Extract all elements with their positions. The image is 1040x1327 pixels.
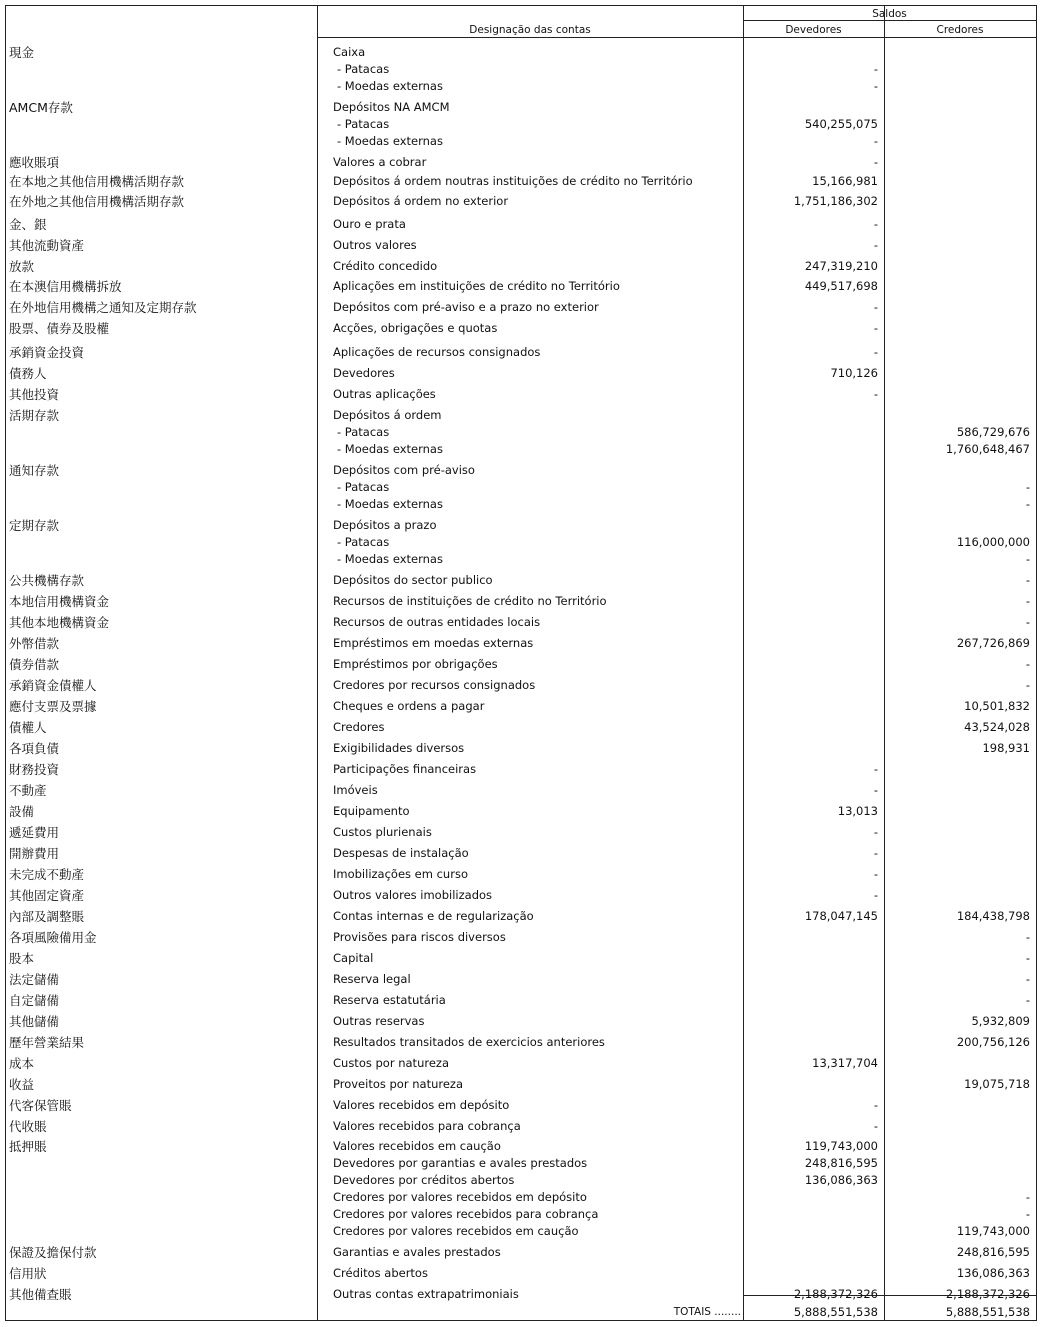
credores-value: -: [1025, 1207, 1030, 1221]
totals-label: TOTAIS ........: [673, 1306, 741, 1318]
devedores-value: 710,126: [830, 366, 878, 380]
account-name-zh: 債權人: [9, 720, 47, 735]
account-name-zh: 在本地之其他信用機構活期存款: [9, 174, 185, 189]
account-name-zh: 通知存款: [9, 463, 60, 478]
account-name-pt: Acções, obrigações e quotas: [333, 321, 498, 335]
account-name-pt: Contas internas e de regularização: [333, 909, 534, 923]
account-name-pt: Imobilizações em curso: [333, 867, 468, 881]
account-name-zh: 債務人: [9, 366, 47, 381]
account-name-pt: Outros valores imobilizados: [333, 888, 493, 902]
account-name-zh: 開辦費用: [9, 846, 60, 861]
account-name-pt: Aplicações em instituições de crédito no Território: [333, 279, 620, 293]
account-name-pt: - Patacas: [337, 62, 390, 76]
credores-value: 184,438,798: [956, 909, 1030, 923]
table-row: [6, 1155, 1036, 1172]
devedores-value: 248,816,595: [804, 1156, 878, 1170]
credores-value: 198,931: [982, 741, 1030, 755]
table-row: [6, 44, 1036, 61]
table-row: [6, 386, 1036, 403]
account-name-pt: Outras reservas: [333, 1014, 425, 1028]
header-bottom-rule: [317, 37, 1036, 38]
account-name-pt: Reserva estatutária: [333, 993, 446, 1007]
account-name-pt: Equipamento: [333, 804, 410, 818]
credores-value: -: [1025, 930, 1030, 944]
credores-value: -: [1025, 972, 1030, 986]
credores-value: -: [1025, 993, 1030, 1007]
table-row: [6, 424, 1036, 441]
table-row: [6, 133, 1036, 150]
credores-value: 1,760,648,467: [945, 442, 1030, 456]
account-name-zh: 未完成不動產: [9, 867, 85, 882]
account-name-pt: Despesas de instalação: [333, 846, 469, 860]
table-row: [6, 572, 1036, 589]
devedores-value: -: [873, 134, 878, 148]
devedores-value: 178,047,145: [804, 909, 878, 923]
devedores-value: 15,166,981: [812, 174, 878, 188]
account-name-pt: Valores recebidos para cobrança: [333, 1119, 521, 1133]
account-name-pt: Reserva legal: [333, 972, 411, 986]
devedores-value: 247,319,210: [804, 259, 878, 273]
table-row: [6, 344, 1036, 361]
table-row: [6, 116, 1036, 133]
balance-sheet-table: [5, 5, 1037, 1321]
account-name-pt: Créditos abertos: [333, 1266, 428, 1280]
devedores-value: 449,517,698: [804, 279, 878, 293]
devedores-value: 119,743,000: [804, 1139, 878, 1153]
table-row: [6, 1244, 1036, 1261]
table-row: [6, 517, 1036, 534]
account-name-pt: Recursos de outras entidades locais: [333, 615, 541, 629]
account-name-pt: Credores por valores recebidos em depósito: [333, 1190, 587, 1204]
table-row: [6, 1118, 1036, 1135]
account-name-pt: Valores recebidos em caução: [333, 1139, 501, 1153]
account-name-zh: 金、銀: [9, 217, 47, 232]
table-row: [6, 803, 1036, 820]
account-name-zh: 本地信用機構資金: [9, 594, 110, 609]
account-name-pt: Aplicações de recursos consignados: [333, 345, 541, 359]
credores-value: -: [1025, 951, 1030, 965]
account-name-zh: 活期存款: [9, 408, 60, 423]
table-row: [6, 173, 1036, 190]
account-name-pt: Depósitos a prazo: [333, 518, 437, 532]
devedores-value: 2,188,372,326: [793, 1287, 878, 1301]
table-row: [6, 1265, 1036, 1282]
account-name-zh: 代收賬: [9, 1119, 47, 1134]
account-name-zh: 定期存款: [9, 518, 60, 533]
account-name-zh: 抵押賬: [9, 1139, 47, 1154]
credores-value: -: [1025, 657, 1030, 671]
credores-value: 267,726,869: [956, 636, 1030, 650]
account-name-zh: 外幣借款: [9, 636, 60, 651]
account-name-zh: 各項風險備用金: [9, 930, 97, 945]
account-name-pt: Valores recebidos em depósito: [333, 1098, 510, 1112]
credores-value: 2,188,372,326: [945, 1287, 1030, 1301]
table-row: [6, 950, 1036, 967]
account-name-zh: 各項負債: [9, 741, 60, 756]
account-name-pt: Credores por recursos consignados: [333, 678, 536, 692]
account-name-pt: Garantias e avales prestados: [333, 1245, 501, 1259]
table-row: [6, 1138, 1036, 1155]
account-name-pt: Credores por valores recebidos em caução: [333, 1224, 579, 1238]
devedores-value: -: [873, 846, 878, 860]
table-row: [6, 154, 1036, 171]
account-name-pt: Devedores por garantias e avales prestados: [333, 1156, 588, 1170]
account-name-pt: Outros valores: [333, 238, 417, 252]
totals-devedores: 5,888,551,538: [793, 1305, 878, 1319]
account-name-zh: 其他投資: [9, 387, 60, 402]
table-row: [6, 61, 1036, 78]
devedores-value: -: [873, 217, 878, 231]
account-name-zh: 不動產: [9, 783, 47, 798]
credores-value: -: [1025, 615, 1030, 629]
account-name-zh: 承銷資金投資: [9, 345, 85, 360]
account-name-zh: 股票、債券及股權: [9, 321, 110, 336]
credores-value: -: [1025, 573, 1030, 587]
account-name-pt: - Patacas: [337, 425, 390, 439]
credores-value: 248,816,595: [956, 1245, 1030, 1259]
devedores-header: Devedores: [785, 24, 842, 36]
account-name-zh: 信用狀: [9, 1266, 47, 1281]
account-name-zh: 收益: [9, 1077, 35, 1092]
table-row: [6, 761, 1036, 778]
account-name-pt: Cheques e ordens a pagar: [333, 699, 485, 713]
account-name-pt: Capital: [333, 951, 374, 965]
account-name-zh: 歷年營業結果: [9, 1035, 85, 1050]
account-name-pt: - Moedas externas: [337, 552, 443, 566]
credores-value: -: [1025, 678, 1030, 692]
credores-value: 43,524,028: [964, 720, 1030, 734]
account-name-pt: - Moedas externas: [337, 442, 443, 456]
devedores-value: -: [873, 300, 878, 314]
account-name-pt: Caixa: [333, 45, 366, 59]
account-name-zh: 現金: [9, 45, 35, 60]
table-row: [6, 782, 1036, 799]
account-name-zh: 債券借款: [9, 657, 60, 672]
devedores-value: -: [873, 79, 878, 93]
table-row: [6, 1189, 1036, 1206]
account-name-pt: - Patacas: [337, 535, 390, 549]
credores-header: Credores: [936, 24, 984, 36]
account-name-zh: 在外地信用機構之通知及定期存款: [9, 300, 197, 315]
devedores-value: -: [873, 783, 878, 797]
account-name-pt: Participações financeiras: [333, 762, 477, 776]
account-name-pt: Outras aplicações: [333, 387, 436, 401]
devedores-value: -: [873, 1098, 878, 1112]
table-row: [6, 320, 1036, 337]
table-row: [6, 593, 1036, 610]
credores-value: -: [1025, 552, 1030, 566]
credores-value: 119,743,000: [956, 1224, 1030, 1238]
table-row: [6, 971, 1036, 988]
account-name-pt: Recursos de instituições de crédito no Território: [333, 594, 607, 608]
account-name-zh: 其他固定資產: [9, 888, 85, 903]
credores-value: -: [1025, 594, 1030, 608]
devedores-value: 540,255,075: [804, 117, 878, 131]
account-name-zh: 在本澳信用機構拆放: [9, 279, 122, 294]
devedores-value: -: [873, 345, 878, 359]
credores-value: -: [1025, 1190, 1030, 1204]
table-row: [6, 1172, 1036, 1189]
table-row: [6, 845, 1036, 862]
account-name-zh: 股本: [9, 951, 35, 966]
account-name-pt: Credores: [333, 720, 385, 734]
devedores-value: -: [873, 238, 878, 252]
table-row: [6, 1013, 1036, 1030]
account-name-pt: - Moedas externas: [337, 79, 443, 93]
account-name-zh: 其他備查賬: [9, 1287, 72, 1302]
table-row: [6, 216, 1036, 233]
account-name-zh: 內部及調整賬: [9, 909, 85, 924]
table-row: [6, 929, 1036, 946]
account-name-pt: - Moedas externas: [337, 134, 443, 148]
table-row: [6, 1223, 1036, 1240]
account-name-zh: 其他本地機構資金: [9, 615, 110, 630]
table-row: [6, 534, 1036, 551]
account-name-zh: 在外地之其他信用機構活期存款: [9, 194, 185, 209]
account-name-zh: 應收賬項: [9, 155, 60, 170]
table-row: [6, 78, 1036, 95]
table-row: [6, 1076, 1036, 1093]
account-name-zh: AMCM存款: [9, 100, 73, 115]
table-row: [6, 258, 1036, 275]
account-name-pt: Ouro e prata: [333, 217, 406, 231]
credores-value: -: [1025, 497, 1030, 511]
devedores-value: -: [873, 867, 878, 881]
account-name-zh: 成本: [9, 1056, 35, 1071]
credores-value: 116,000,000: [956, 535, 1030, 549]
table-row: [6, 496, 1036, 513]
devedores-value: -: [873, 888, 878, 902]
totals-credores: 5,888,551,538: [945, 1305, 1030, 1319]
account-name-pt: Valores a cobrar: [333, 155, 427, 169]
account-name-pt: - Moedas externas: [337, 497, 443, 511]
account-name-pt: Exigibilidades diversos: [333, 741, 465, 755]
account-name-pt: Depósitos á ordem: [333, 408, 442, 422]
account-name-zh: 放款: [9, 259, 35, 274]
devedores-value: -: [873, 62, 878, 76]
account-name-zh: 自定儲備: [9, 993, 60, 1008]
account-name-pt: Imóveis: [333, 783, 378, 797]
devedores-value: 1,751,186,302: [793, 194, 878, 208]
table-row: [6, 407, 1036, 424]
table-row: [6, 1055, 1036, 1072]
account-name-pt: Depósitos com pré-aviso e a prazo no exterior: [333, 300, 599, 314]
table-row: [6, 551, 1036, 568]
table-row: [6, 365, 1036, 382]
account-name-pt: Proveitos por natureza: [333, 1077, 463, 1091]
table-row: [6, 1206, 1036, 1223]
account-name-zh: 保證及擔保付款: [9, 1245, 97, 1260]
account-name-zh: 法定儲備: [9, 972, 60, 987]
designacao-header: Designação das contas: [469, 24, 591, 36]
table-row: [6, 441, 1036, 458]
table-row: [6, 462, 1036, 479]
table-row: [6, 299, 1036, 316]
credores-value: 136,086,363: [956, 1266, 1030, 1280]
credores-value: 19,075,718: [964, 1077, 1030, 1091]
account-name-zh: 其他儲備: [9, 1014, 60, 1029]
account-name-pt: Provisões para riscos diversos: [333, 930, 506, 944]
account-name-pt: Devedores por créditos abertos: [333, 1173, 515, 1187]
account-name-pt: Resultados transitados de exercicios anteriores: [333, 1035, 605, 1049]
table-row: [6, 237, 1036, 254]
account-name-pt: Outras contas extrapatrimoniais: [333, 1287, 519, 1301]
account-name-pt: - Patacas: [337, 117, 390, 131]
table-row: [6, 719, 1036, 736]
account-name-pt: Depósitos com pré-aviso: [333, 463, 475, 477]
table-row: [6, 992, 1036, 1009]
devedores-value: -: [873, 1119, 878, 1133]
table-row: [6, 887, 1036, 904]
devedores-value: -: [873, 825, 878, 839]
table-row: [6, 677, 1036, 694]
account-name-zh: 代客保管賬: [9, 1098, 72, 1113]
table-row: [6, 1097, 1036, 1114]
account-name-zh: 承銷資金債權人: [9, 678, 97, 693]
account-name-pt: Depósitos do sector publico: [333, 573, 493, 587]
table-row: [6, 740, 1036, 757]
account-name-pt: Depósitos á ordem no exterior: [333, 194, 509, 208]
devedores-value: 136,086,363: [804, 1173, 878, 1187]
account-name-pt: Crédito concedido: [333, 259, 438, 273]
account-name-pt: Empréstimos por obrigações: [333, 657, 498, 671]
account-name-pt: Custos plurienais: [333, 825, 432, 839]
devedores-value: -: [873, 321, 878, 335]
devedores-value: -: [873, 762, 878, 776]
table-row: [6, 698, 1036, 715]
saldos-header: Saldos: [872, 8, 907, 20]
account-name-zh: 公共機構存款: [9, 573, 85, 588]
credores-value: 5,932,809: [971, 1014, 1030, 1028]
devedores-value: -: [873, 155, 878, 169]
table-row: [6, 824, 1036, 841]
account-name-pt: Custos por natureza: [333, 1056, 449, 1070]
account-name-zh: 應付支票及票據: [9, 699, 97, 714]
table-row: [6, 656, 1036, 673]
table-row: [6, 635, 1036, 652]
table-row: [6, 479, 1036, 496]
account-name-pt: Depósitos NA AMCM: [333, 100, 450, 114]
table-row: [6, 1034, 1036, 1051]
account-name-pt: Devedores: [333, 366, 395, 380]
account-name-zh: 財務投資: [9, 762, 60, 777]
devedores-value: 13,013: [837, 804, 878, 818]
account-name-zh: 其他流動資產: [9, 238, 85, 253]
account-name-zh: 設備: [9, 804, 35, 819]
account-name-pt: - Patacas: [337, 480, 390, 494]
table-row: [6, 278, 1036, 295]
credores-value: 10,501,832: [964, 699, 1030, 713]
account-name-zh: 遞延費用: [9, 825, 60, 840]
table-row: [6, 908, 1036, 925]
devedores-value: 13,317,704: [812, 1056, 878, 1070]
table-row: [6, 193, 1036, 210]
credores-value: 200,756,126: [956, 1035, 1030, 1049]
table-row: [6, 1286, 1036, 1303]
credores-value: -: [1025, 480, 1030, 494]
account-name-pt: Credores por valores recebidos para cobrança: [333, 1207, 599, 1221]
table-row: [6, 866, 1036, 883]
totals-row: [6, 1304, 1036, 1321]
devedores-value: -: [873, 387, 878, 401]
table-row: [6, 614, 1036, 631]
account-name-pt: Empréstimos em moedas externas: [333, 636, 534, 650]
table-row: [6, 99, 1036, 116]
credores-value: 586,729,676: [956, 425, 1030, 439]
account-name-pt: Depósitos á ordem noutras instituições de crédito no Território: [333, 174, 693, 188]
